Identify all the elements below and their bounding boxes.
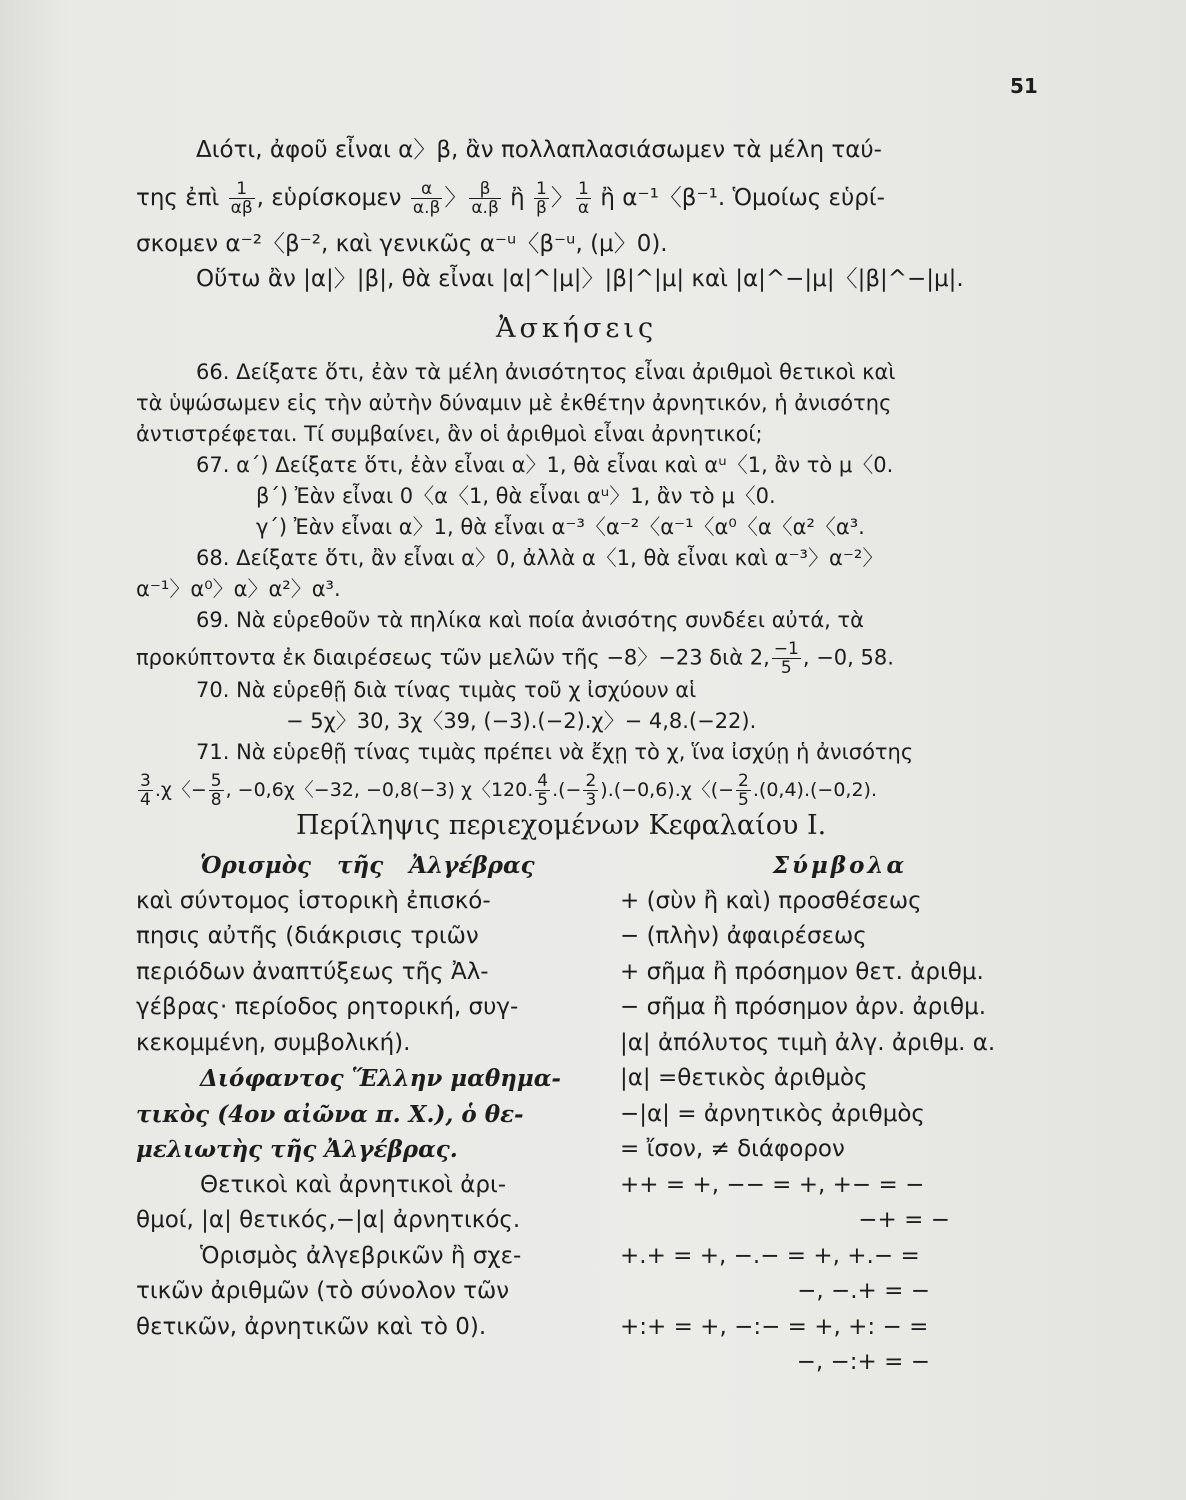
text-line: κεκομμένη, συμβολική). — [136, 1029, 411, 1056]
numerator: β — [469, 180, 500, 199]
exercise-line: β΄) Ἐὰν εἶναι 0〈α〈1, θὰ εἶναι αᵘ〉1, ἂν τὸ μ〈0. — [256, 484, 776, 508]
symbol-row: −, −.+ = − — [797, 1278, 930, 1304]
text-line: θετικῶν, ἀρνητικῶν καὶ τὸ 0). — [136, 1313, 487, 1340]
intro-line-1: Διότι, ἀφοῦ εἶναι α〉β, ἂν πολλαπλασιάσωμεν τὰ μέλη ταύ- — [196, 137, 882, 163]
text-line: καὶ σύντομος ἱστορικὴ ἐπισκό- — [136, 887, 491, 914]
exercise-line: 71. Νὰ εὑρεθῇ τίνας τιμὰς πρέπει νὰ ἔχῃ τὸ χ, ἵνα ἰσχύῃ ἡ ἀνισότης — [196, 740, 914, 764]
exercise-text: , −0, 58. — [802, 645, 894, 670]
summary-left-column — [136, 848, 596, 1345]
denominator: 5 — [537, 790, 549, 810]
fraction — [469, 180, 500, 217]
symbol-row: + σῆμα ἢ πρόσημον θετ. ἀριθμ. — [620, 958, 984, 985]
denominator: 5 — [738, 790, 749, 810]
fraction — [534, 180, 549, 217]
intro-line-4: Οὕτω ἂν |α|〉|β|, θὰ εἶναι |α|^|μ|〉|β|^|μ| καὶ |α|^−|μ|〈|β|^−|μ|. — [196, 266, 964, 292]
exercise-text: .(0,4).(−0,2). — [752, 779, 877, 801]
exercise-line: 70. Νὰ εὑρεθῇ διὰ τίνας τιμὰς τοῦ χ ἰσχύουν αἱ — [196, 678, 697, 702]
exercises-heading: Ἀσκήσεις — [496, 313, 658, 344]
numerator: α — [411, 180, 442, 199]
intro-text: της ἐπὶ — [136, 185, 220, 211]
exercise-line — [136, 640, 894, 677]
numerator: 5 — [210, 771, 222, 791]
intro-line-3: σκομεν α⁻²〈β⁻², καὶ γενικῶς α⁻ᵘ〈β⁻ᵘ, (μ〉0). — [136, 231, 668, 257]
exercise-line — [136, 772, 877, 809]
denominator: α — [577, 198, 590, 218]
text-line: πησις αὐτῆς (διάκρισις τριῶν — [136, 923, 479, 949]
intro-text: , εὑρίσκομεν — [256, 185, 402, 211]
numerator: 1 — [534, 180, 549, 199]
exercise-text: .χ〈− — [154, 779, 207, 801]
text-line: Θετικοὶ καὶ ἀρνητικοὶ ἀρι- — [200, 1171, 507, 1198]
exercise-line: α⁻¹〉α⁰〉α〉α²〉α³. — [136, 577, 341, 601]
text-line: περιόδων ἀναπτύξεως τῆς Ἀλ- — [136, 958, 489, 985]
symbol-row: + (σὺν ἢ καὶ) προσθέσεως — [620, 887, 922, 914]
fraction — [583, 772, 598, 809]
fraction — [772, 640, 801, 677]
exercise-line: 68. Δείξατε ὅτι, ἂν εἶναι α〉0, ἀλλὰ α〈1, θὰ εἶναι καὶ α⁻³〉α⁻²〉 — [196, 546, 884, 570]
exercise-line: ἀντιστρέφεται. Τί συμβαίνει, ἂν οἱ ἀριθμοὶ εἶναι ἀρνητικοί; — [136, 422, 763, 446]
text-line: θμοί, |α| θετικός,−|α| ἀρνητικός. — [136, 1207, 521, 1233]
symbol-row: = ἴσον, ≠ διάφορον — [620, 1136, 845, 1162]
diophantus-line: μελιωτὴς τῆς Ἀλγέβρας. — [136, 1136, 458, 1163]
exercise-line: 69. Νὰ εὑρεθοῦν τὰ πηλίκα καὶ ποία ἀνισότης συνδέει αὐτά, τὰ — [196, 608, 865, 632]
numerator: 3 — [140, 771, 151, 791]
symbol-row: −, −:+ = − — [796, 1349, 930, 1375]
symbol-row: +.+ = +, −.− = +, +.− = — [620, 1242, 920, 1269]
intro-text: ἢ — [510, 185, 525, 211]
symbols-title: Σύμβολα — [772, 852, 908, 879]
symbol-row: −|α| = ἀρνητικὸς ἀριθμὸς — [620, 1100, 925, 1127]
denominator: 4 — [140, 790, 151, 810]
page-number: 51 — [1010, 74, 1038, 98]
numerator: 1 — [229, 180, 255, 199]
denominator: 3 — [585, 790, 597, 810]
denominator: 5 — [780, 658, 792, 678]
exercise-text: .(− — [552, 779, 582, 801]
symbol-row: − σῆμα ἢ πρόσημον ἀρν. ἀριθμ. — [620, 994, 987, 1020]
exercise-line: γ΄) Ἐὰν εἶναι α〉1, θὰ εἶναι α⁻³〈α⁻²〈α⁻¹〈α⁰〈α〈α²〈α³. — [256, 515, 865, 539]
denominator: 8 — [210, 790, 222, 810]
exercise-line: − 5χ〉30, 3χ〈39, (−3).(−2).χ〉− 4,8.(−22). — [286, 709, 757, 733]
exercise-text: ).(−0,6).χ〈(− — [600, 779, 735, 801]
intro-text: 〉 — [550, 185, 574, 211]
intro-line-2 — [136, 180, 885, 217]
fraction — [736, 772, 751, 809]
exercise-line: τὰ ὑψώσωμεν εἰς τὴν αὐτὴν δύναμιν μὲ ἐκθέτην ἀρνητικόν, ἡ ἀνισότης — [136, 391, 892, 415]
symbol-row: |α| =θετικὸς ἀριθμὸς — [620, 1065, 868, 1091]
symbol-row: |α| ἀπόλυτος τιμὴ ἀλγ. ἀριθμ. α. — [620, 1029, 996, 1056]
diophantus-line: τικὸς (4ον αἰῶνα π. Χ.), ὁ θε- — [136, 1100, 524, 1128]
numerator: 2 — [585, 771, 597, 791]
exercise-text: , −0,6χ〈−32, −0,8(−3) χ〈120. — [225, 779, 534, 801]
diophantus-line: Διόφαντος Ἕλλην μαθημα- — [200, 1065, 561, 1092]
denominator: β — [536, 198, 547, 218]
denominator: α.β — [471, 198, 499, 218]
fraction — [229, 180, 255, 217]
fraction — [209, 772, 224, 809]
text-line: τικῶν ἀριθμῶν (τὸ σύνολον τῶν — [136, 1278, 510, 1304]
exercise-text: προκύπτοντα ἐκ διαιρέσεως τῶν μελῶν τῆς −8〉−23 διὰ 2, — [136, 645, 770, 670]
symbol-row: +:+ = +, −:− = +, +: − = — [620, 1313, 929, 1340]
text-line: Ὁρισμὸς ἀλγεβρικῶν ἢ σχε- — [200, 1242, 522, 1269]
denominator: αβ — [230, 198, 253, 218]
exercise-line: 67. α΄) Δείξατε ὅτι, ἐὰν εἶναι α〉1, θὰ εἶναι καὶ αᵘ〈1, ἂν τὸ μ〈0. — [196, 453, 894, 477]
fraction — [576, 180, 591, 217]
summary-title: Περίληψις περιεχομένων Κεφαλαίου I. — [296, 810, 827, 841]
fraction — [138, 772, 153, 809]
intro-text: ἢ α⁻¹〈β⁻¹. Ὁμοίως εὑρί- — [600, 185, 885, 211]
denominator: α.β — [412, 198, 441, 218]
symbol-row: ++ = +, −− = +, +− = − — [620, 1171, 925, 1198]
fraction — [411, 180, 442, 217]
symbol-row: − (πλὴν) ἀφαιρέσεως — [620, 923, 867, 949]
fraction — [535, 772, 550, 809]
text-line: γέβρας· περίοδος ρητορική, συγ- — [136, 994, 519, 1020]
symbol-row: −+ = − — [858, 1207, 950, 1233]
numerator: −1 — [773, 639, 799, 659]
numerator: 4 — [537, 771, 549, 791]
numerator: 2 — [738, 771, 749, 791]
definition-title: Ὁρισμὸς τῆς Ἀλγέβρας — [200, 852, 535, 879]
exercise-line: 66. Δείξατε ὅτι, ἐὰν τὰ μέλη ἀνισότητος εἶναι ἀριθμοὶ θετικοὶ καὶ — [196, 360, 896, 384]
symbols-column — [620, 848, 1060, 1381]
intro-text: 〉 — [444, 185, 468, 211]
numerator: 1 — [576, 180, 591, 199]
